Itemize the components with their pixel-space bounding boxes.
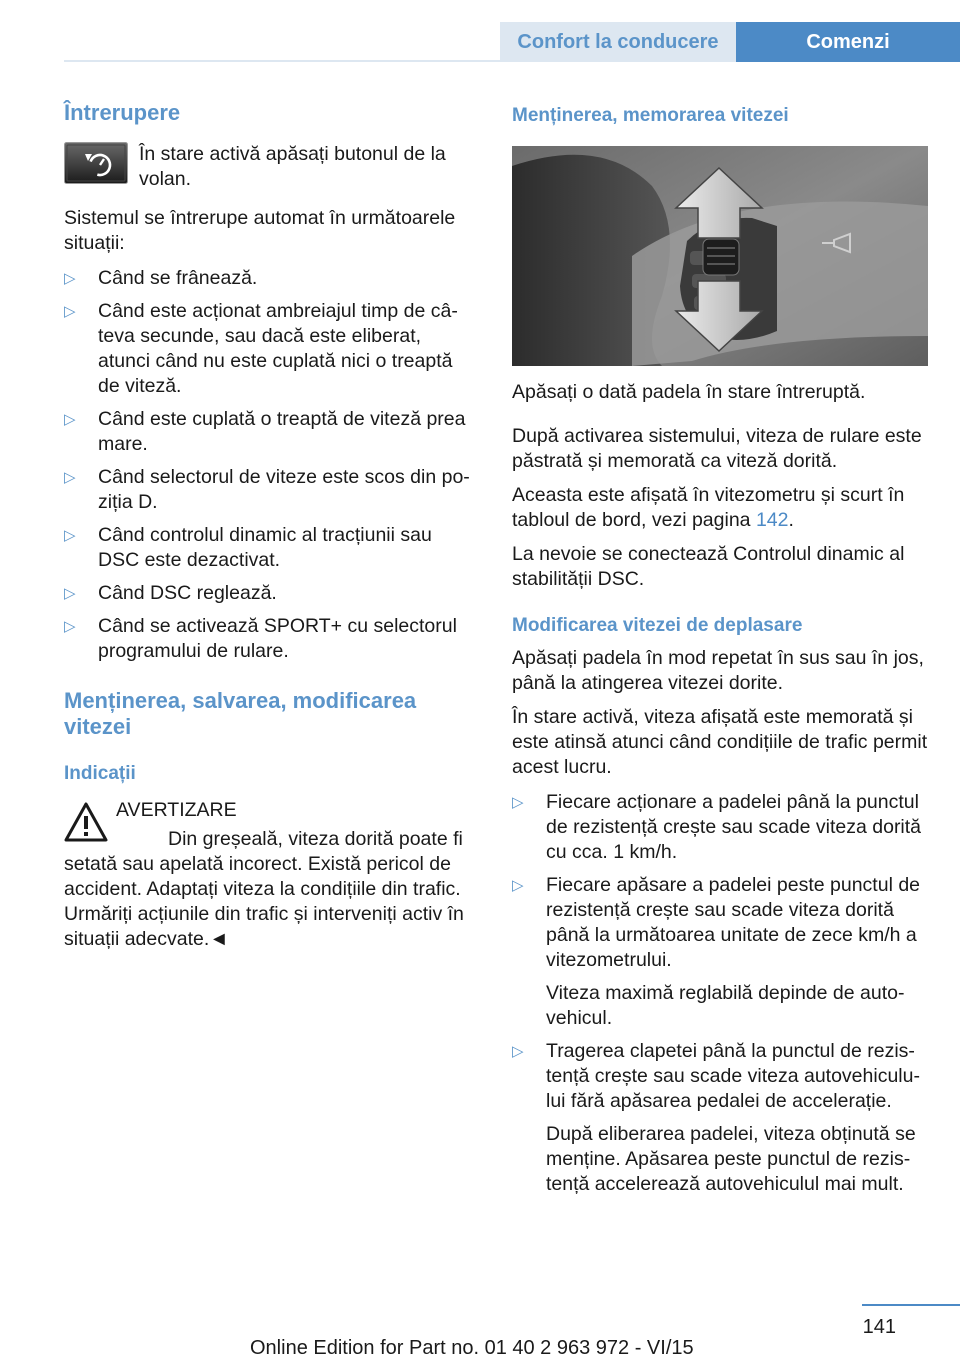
warning-triangle-icon (64, 802, 108, 842)
list-item: ▷ Când selectorul de viteze este scos din poziția D. (64, 466, 470, 513)
heading-memorize-speed: Menținerea, memorarea vitezei (512, 105, 789, 126)
list-item: ▷ Când se frânează. (64, 267, 258, 289)
list-item: ▷ Când controlul dinamic al tracțiunii sau DSC este dezactivat. (64, 524, 432, 571)
list-item: ▷ Când se activează SPORT+ cu selectorul programului de rulare. (64, 615, 457, 662)
triangle-marker-icon: ▷ (512, 794, 524, 811)
heading-interruption: Întrerupere (64, 100, 181, 125)
cruise-control-button-icon (64, 142, 128, 184)
tab-active[interactable]: Comenzi (736, 22, 960, 62)
modify-speed-list (512, 790, 932, 1197)
list-item: ▷ Fiecare apăsare a padelei peste punctul de rezistență crește sau scade viteza dorită până la următoarea unitate de zece km/h a vitezometrului. Viteza maximă reglabilă depinde de autovehicul. (512, 874, 921, 1029)
warning-title: AVERTIZARE (116, 799, 237, 821)
press-repeat-text: Apăsați padela în mod repetat în sus sau în jos, până la atingerea vitezei dorite. (512, 647, 924, 694)
list-item: ▷ Când DSC reglează. (64, 582, 277, 604)
triangle-marker-icon: ▷ (512, 1043, 524, 1060)
interrupt-conditions-list (64, 266, 476, 664)
dsc-connect-text: La nevoie se conectează Controlul dinamic al stabilității DSC. (512, 543, 905, 590)
triangle-marker-icon: ▷ (64, 618, 76, 635)
list-item: ▷ Când este cuplată o treaptă de viteză prea mare. (64, 408, 466, 455)
footer-rule (862, 1304, 960, 1306)
list-item: ▷ Fiecare acționare a padelei până la punctul de rezistență crește sau scade viteza dorită cu cca. 1 km/h. (512, 791, 922, 863)
left-column (64, 100, 476, 952)
list-item: ▷ Când este acționat ambreiajul timp de câteva secunde, sau dacă este eliberat, atunci când nu este cuplată nici o treaptă de viteză. (64, 300, 458, 397)
triangle-marker-icon: ▷ (512, 877, 524, 894)
tab-section[interactable]: Confort la conducere (500, 22, 736, 62)
warning-block (64, 798, 476, 952)
right-column (512, 100, 932, 1197)
auto-interrupt-intro: Sistemul se întrerupe automat în următoarele situații: (64, 207, 456, 254)
heading-notes: Indicații (64, 763, 136, 784)
interrupt-instruction-row (64, 140, 476, 192)
heading-maintain-speed: Menținerea, salvarea, modificarea vitezei (64, 688, 417, 739)
memorized-when-text: În stare activă, viteza afișată este memorată și este atinsă atunci când condițiile de trafic permit acest lucru. (512, 706, 928, 778)
triangle-marker-icon: ▷ (64, 469, 76, 486)
edition-footer: Online Edition for Part no. 01 40 2 963 972 - VI/15 (250, 1337, 694, 1359)
warning-text: Din greșeală, viteza dorită poate fi setată sau apelată incorect. Există pericol de accident. Adaptați viteza la condițiile din trafic. Urmăriți acțiunile din trafic și interveniți activ în situații adecvate.◄ (64, 828, 464, 950)
triangle-marker-icon: ▷ (64, 585, 76, 602)
triangle-marker-icon: ▷ (64, 411, 76, 428)
speedometer-display-text: Aceasta este afișată în vitezometru și scurt în tabloul de bord, vezi pagina 142. (512, 484, 905, 531)
triangle-marker-icon: ▷ (64, 527, 76, 544)
steering-wheel-rocker-illustration (512, 146, 928, 366)
after-activation-text: După activarea sistemului, viteza de rulare este păstrată și memorată ca viteză dorită. (512, 425, 922, 472)
press-once-text: Apăsați o dată padela în stare întreruptă. (512, 381, 866, 403)
page-number: 141 (862, 1316, 896, 1338)
interrupt-instruction: În stare activă apăsați butonul de la volan. (139, 143, 446, 190)
triangle-marker-icon: ▷ (64, 270, 76, 287)
page-reference-link[interactable]: 142 (755, 509, 789, 531)
list-item: ▷ Tragerea clapetei până la punctul de rezistență crește sau scade viteza autovehiculului fără apăsarea pedalei de accelerație. După eliberarea padelei, viteza obținută se menține. Apăsarea peste punctul de rezistență accelerează autovehiculul mai mult. (512, 1040, 920, 1195)
triangle-marker-icon: ▷ (64, 303, 76, 320)
heading-modify-speed: Modificarea vitezei de deplasare (512, 615, 803, 636)
